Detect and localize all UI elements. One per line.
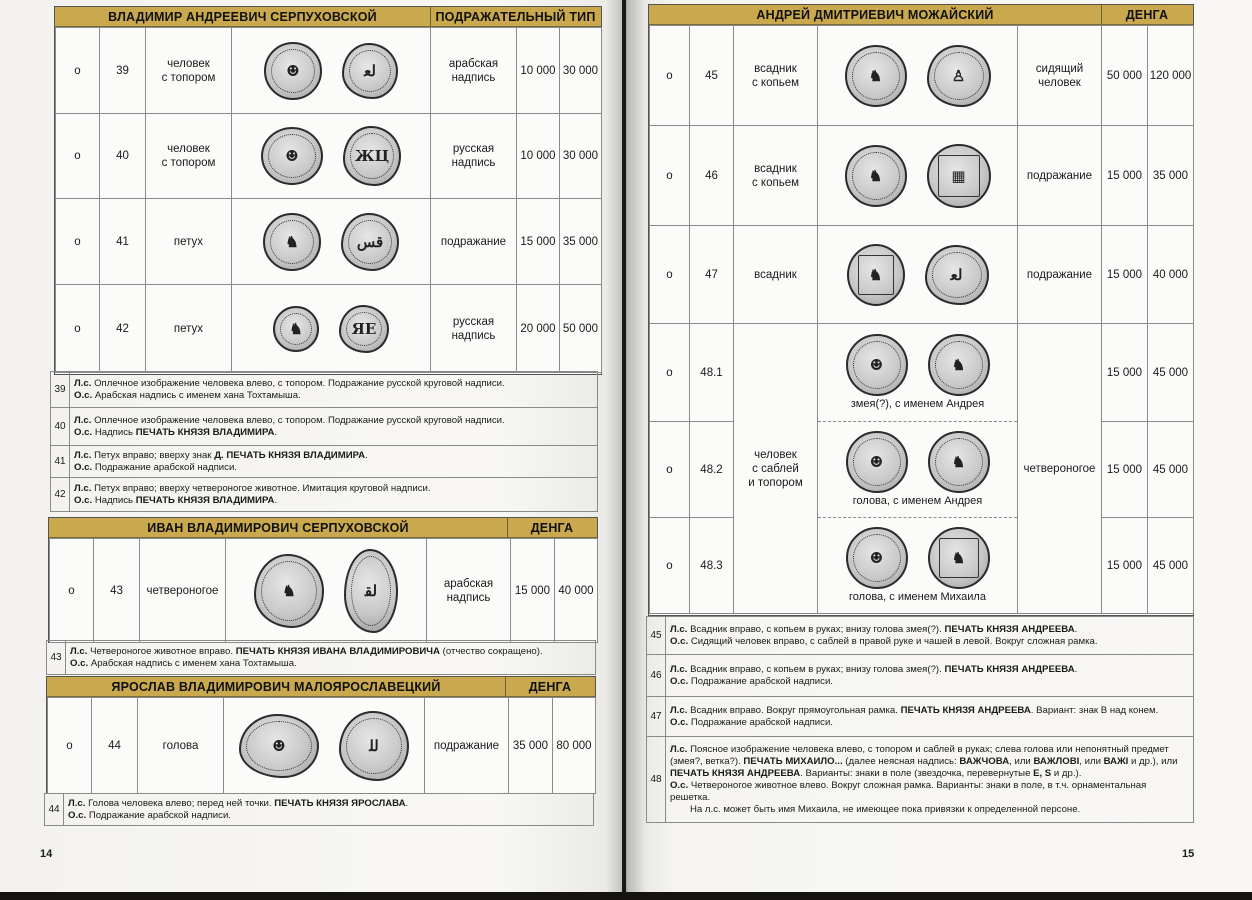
coin-obverse-image: [846, 431, 908, 493]
reverse-label: О.с.: [68, 809, 87, 821]
text-end: .: [274, 494, 278, 506]
coin-reverse-image: [342, 43, 398, 99]
coin-obverse-image: [847, 244, 905, 306]
description-number: 39: [51, 372, 70, 408]
description-text: [666, 617, 1194, 655]
description-text: [666, 697, 1194, 737]
note-text: На л.с. может быть имя Михаила, не имеющее пока привязки к определенной персоне.: [690, 803, 1081, 815]
obverse-text: и др.).: [1051, 767, 1082, 779]
reverse-label: О.с.: [74, 461, 93, 473]
legend-text: ПЕЧАТЬ КНЯЗЯ ИВАНА ВЛАДИМИРОВИЧА: [235, 645, 440, 657]
catalog-number: 42: [100, 285, 146, 373]
reverse-text: Подражание арабской надписи.: [690, 675, 833, 687]
header-divider: [1101, 5, 1102, 25]
description-number: 45: [647, 617, 666, 655]
text-end: (отчество сокращено).: [439, 645, 543, 657]
price-1: 10 000: [517, 28, 560, 114]
legend-text: ПЕЧАТЬ КНЯЗЯ АНДРЕЕВА: [670, 767, 801, 779]
coin-table: [55, 27, 602, 373]
coin-type-label: ПОДРАЖАТЕЛЬНЫЙ ТИП: [435, 10, 596, 24]
legend-text: ПЕЧАТЬ КНЯЗЯ ВЛАДИМИРА: [135, 426, 275, 438]
description-number: 41: [51, 446, 70, 478]
rarity: о: [56, 285, 100, 373]
obverse-type: всадник: [734, 226, 818, 324]
coin-images: [224, 698, 425, 794]
rarity: о: [650, 26, 690, 126]
price-2: 30 000: [560, 114, 602, 199]
obverse-type: человек с топором: [146, 28, 232, 114]
description-number: 46: [647, 655, 666, 697]
description-row: [51, 446, 598, 478]
obverse-text: Всадник вправо, с копьем в руках; внизу голова змея(?).: [690, 663, 945, 675]
coin-reverse-image: [341, 213, 399, 271]
rarity: о: [56, 114, 100, 199]
obverse-text: Оплечное изображение человека влево, с топором. Подражание русской круговой надписи.: [94, 414, 505, 426]
reverse-label: О.с.: [74, 426, 93, 438]
table-row: [56, 28, 602, 114]
reverse-type: подражание: [431, 199, 517, 285]
legend-text: ПЕЧАТЬ МИХАИЛО...: [743, 755, 843, 767]
catalog-number: 48.2: [690, 422, 734, 518]
descriptions-table: [46, 640, 596, 675]
reverse-text: Подражание арабской надписи.: [94, 461, 237, 473]
obverse-text: , или: [1009, 755, 1034, 767]
table-row: [50, 539, 598, 643]
price-2: 45 000: [1148, 324, 1194, 422]
description-row: [51, 372, 598, 408]
obverse-type: человек с саблей и топором: [734, 324, 818, 614]
rarity: о: [50, 539, 94, 643]
price-1: 10 000: [517, 114, 560, 199]
text-end: .: [405, 797, 409, 809]
price-1: 20 000: [517, 285, 560, 373]
coin-images: [226, 539, 427, 643]
coin-images: [818, 324, 1018, 422]
coin-reverse-image: [928, 334, 990, 396]
obverse-text: , или: [1079, 755, 1104, 767]
coin-reverse-image: [343, 126, 401, 186]
obverse-label: Л.с.: [70, 645, 88, 657]
price-1: 15 000: [1102, 518, 1148, 614]
table-row: [56, 114, 602, 199]
coin-images: [232, 199, 431, 285]
coin-caption: голова, с именем Андрея: [852, 495, 983, 507]
obverse-text: Четвероногое животное вправо.: [90, 645, 236, 657]
obverse-label: Л.с.: [670, 663, 688, 675]
legend-text: ПЕЧАТЬ КНЯЗЯ ВЛАДИМИРА: [135, 494, 275, 506]
reverse-label: О.с.: [74, 389, 93, 401]
price-1: 15 000: [517, 199, 560, 285]
obverse-text: Всадник вправо. Вокруг прямоугольная рамка.: [690, 704, 901, 716]
reverse-label: О.с.: [670, 716, 689, 728]
obverse-type: всадник с копьем: [734, 126, 818, 226]
rarity: о: [650, 126, 690, 226]
reverse-label: О.с.: [670, 635, 689, 647]
obverse-type: петух: [146, 285, 232, 373]
rarity: о: [650, 518, 690, 614]
coin-reverse-image: [339, 711, 409, 781]
text-end: .: [1074, 623, 1078, 635]
catalog-number: 44: [92, 698, 138, 794]
coin-images: [818, 226, 1018, 324]
rarity: о: [650, 422, 690, 518]
bottom-edge: [0, 892, 1252, 900]
coin-obverse-image: [254, 554, 324, 628]
description-text: [70, 446, 598, 478]
legend-text: ВАЖЛОВІ: [1033, 755, 1080, 767]
reverse-text: Подражание арабской надписи.: [690, 716, 833, 728]
description-text: [70, 408, 598, 446]
coin-caption: голова, с именем Михаила: [849, 591, 986, 603]
legend-text: ПЕЧАТЬ КНЯЗЯ АНДРЕЕВА: [900, 704, 1031, 716]
coin-images: [818, 26, 1018, 126]
description-text: [64, 794, 594, 826]
legend-text: Е, Ѕ: [1033, 767, 1052, 779]
description-number: 43: [47, 641, 66, 675]
coin-reverse-image: [928, 431, 990, 493]
text-end: .: [365, 449, 368, 461]
reverse-type: четвероногое: [1018, 324, 1102, 614]
price-1: 15 000: [1102, 226, 1148, 324]
coin-table: [649, 25, 1194, 614]
obverse-label: Л.с.: [670, 623, 688, 635]
obverse-type: человек с топором: [146, 114, 232, 199]
reverse-type: арабская надпись: [427, 539, 511, 643]
price-2: 45 000: [1148, 422, 1194, 518]
rarity: о: [650, 324, 690, 422]
price-2: 35 000: [560, 199, 602, 285]
description-number: 40: [51, 408, 70, 446]
reverse-label: О.с.: [74, 494, 93, 506]
description-text: [666, 737, 1194, 823]
text-end: . Вариант: знак В над конем.: [1030, 704, 1159, 716]
legend-text: ПЕЧАТЬ КНЯЗЯ АНДРЕЕВА: [944, 663, 1075, 675]
description-row: [647, 697, 1194, 737]
section-vladimir-andreevich: [54, 6, 602, 375]
description-row: [47, 641, 596, 675]
section-ivan-vladimirovich: [48, 517, 598, 643]
price-1: 15 000: [1102, 126, 1148, 226]
table-row: [650, 126, 1194, 226]
legend-text: ПЕЧАТЬ КНЯЗЯ АНДРЕЕВА: [944, 623, 1075, 635]
obverse-text: Поясное изображение человека влево, с топором и саблей в руках; слева голова или непонятный предмет (змея?, ветка?).: [670, 743, 1169, 767]
reverse-text: Надпись: [94, 426, 136, 438]
description-text: [666, 655, 1194, 697]
obverse-label: Л.с.: [74, 414, 92, 426]
description-text: [70, 372, 598, 408]
reverse-text: Четвероногое животное влево. Вокруг сложная рамка. Варианты: знаки в поле, в т.ч. орнаментальная решетка.: [670, 779, 1147, 803]
reverse-label: О.с.: [670, 675, 689, 687]
description-number: 42: [51, 478, 70, 512]
obverse-label: Л.с.: [74, 449, 92, 461]
coin-images: [818, 126, 1018, 226]
coin-obverse-image: [264, 42, 322, 100]
text-end: .: [274, 426, 278, 438]
descriptions-table: [50, 371, 598, 512]
obverse-text: (далее неясная надпись:: [842, 755, 960, 767]
catalog-number: 45: [690, 26, 734, 126]
price-1: 15 000: [1102, 422, 1148, 518]
obverse-label: Л.с.: [74, 482, 92, 494]
coin-reverse-image: [927, 144, 991, 208]
reverse-type: подражание: [1018, 226, 1102, 324]
table-row: [48, 698, 596, 794]
obverse-type: всадник с копьем: [734, 26, 818, 126]
coin-obverse-image: [845, 45, 907, 107]
legend-text: ВАЖЧОВА: [959, 755, 1010, 767]
obverse-text: Петух вправо; вверху знак: [94, 449, 215, 461]
section-title: ЯРОСЛАВ ВЛАДИМИРОВИЧ МАЛОЯРОСЛАВЕЦКИЙ: [111, 680, 441, 694]
obverse-text: Петух вправо; вверху четвероногое животное. Имитация круговой надписи.: [94, 482, 431, 494]
coin-type-label: ДЕНГА: [1125, 8, 1169, 22]
description-number: 44: [45, 794, 64, 826]
obverse-type: голова: [138, 698, 224, 794]
catalog-number: 43: [94, 539, 140, 643]
obverse-text: Оплечное изображение человека влево, с топором. Подражание русской круговой надписи.: [94, 377, 505, 389]
table-row: [56, 199, 602, 285]
descriptions-table: [44, 793, 594, 826]
page-number-left: 14: [40, 848, 53, 860]
coin-type-label: ДЕНГА: [530, 521, 574, 535]
description-row: [45, 794, 594, 826]
obverse-label: Л.с.: [74, 377, 92, 389]
obverse-type: петух: [146, 199, 232, 285]
legend-text: ПЕЧАТЬ КНЯЗЯ ЯРОСЛАВА: [274, 797, 406, 809]
catalog-number: 48.3: [690, 518, 734, 614]
rarity: о: [56, 199, 100, 285]
coin-images: [232, 285, 431, 373]
rarity: о: [48, 698, 92, 794]
coin-images: [818, 518, 1018, 614]
catalog-number: 46: [690, 126, 734, 226]
reverse-type: сидящий человек: [1018, 26, 1102, 126]
price-2: 35 000: [1148, 126, 1194, 226]
description-row: [647, 617, 1194, 655]
coin-obverse-image: [273, 306, 319, 352]
legend-text: ВАЖІ: [1103, 755, 1129, 767]
coin-obverse-image: [846, 334, 908, 396]
price-2: 30 000: [560, 28, 602, 114]
coin-images: [818, 422, 1018, 518]
reverse-type: русская надпись: [431, 285, 517, 373]
description-row: [51, 478, 598, 512]
price-1: 15 000: [1102, 324, 1148, 422]
section-title: ВЛАДИМИР АНДРЕЕВИЧ СЕРПУХОВСКОЙ: [108, 10, 377, 24]
table-row: [650, 26, 1194, 126]
coin-caption: змея(?), с именем Андрея: [850, 398, 985, 410]
price-2: 120 000: [1148, 26, 1194, 126]
description-number: 47: [647, 697, 666, 737]
price-2: 40 000: [555, 539, 598, 643]
table-row: [650, 422, 1194, 518]
coin-obverse-image: [845, 145, 907, 207]
rarity: о: [650, 226, 690, 324]
page-number-right: 15: [1182, 848, 1195, 860]
coin-obverse-image: [263, 213, 321, 271]
reverse-text: Арабская надпись с именем хана Тохтамыша.: [90, 657, 297, 669]
table-row: [650, 324, 1194, 422]
coin-reverse-image: [928, 527, 990, 589]
price-2: 40 000: [1148, 226, 1194, 324]
catalog-number: 48.1: [690, 324, 734, 422]
price-1: 50 000: [1102, 26, 1148, 126]
coin-type-label: ДЕНГА: [528, 680, 572, 694]
book-gutter: [606, 0, 646, 892]
description-text: [66, 641, 596, 675]
catalog-number: 47: [690, 226, 734, 324]
obverse-label: Л.с.: [670, 704, 688, 716]
text-end: .: [1074, 663, 1078, 675]
coin-obverse-image: [846, 527, 908, 589]
header-divider: [505, 677, 506, 697]
price-1: 35 000: [509, 698, 553, 794]
coin-reverse-image: [927, 45, 991, 107]
coin-images: [232, 114, 431, 199]
table-row: [650, 226, 1194, 324]
catalog-number: 41: [100, 199, 146, 285]
reverse-label: О.с.: [70, 657, 89, 669]
section-yaroslav-vladimirovich: [46, 676, 596, 794]
reverse-text: Подражание арабской надписи.: [88, 809, 231, 821]
coin-reverse-image: [344, 549, 398, 633]
obverse-text: и др.), или: [1128, 755, 1178, 767]
section-title: ИВАН ВЛАДИМИРОВИЧ СЕРПУХОВСКОЙ: [147, 521, 409, 535]
reverse-type: подражание: [425, 698, 509, 794]
catalog-number: 40: [100, 114, 146, 199]
coin-reverse-image: [925, 245, 989, 305]
table-row: [650, 518, 1194, 614]
obverse-label: Л.с.: [68, 797, 86, 809]
reverse-type: русская надпись: [431, 114, 517, 199]
reverse-text: Сидящий человек вправо, с саблей в правой руке и чашей в левой. Вокруг сложная рамка.: [690, 635, 1098, 647]
coin-obverse-image: [239, 714, 319, 778]
coin-table: [47, 697, 596, 794]
description-row: [647, 655, 1194, 697]
obverse-text: Всадник вправо, с копьем в руках; внизу голова змея(?).: [690, 623, 945, 635]
price-2: 50 000: [560, 285, 602, 373]
obverse-type: четвероногое: [140, 539, 226, 643]
description-row: [647, 737, 1194, 823]
header-divider: [507, 518, 508, 538]
reverse-label: О.с.: [670, 779, 689, 791]
description-row: [51, 408, 598, 446]
price-2: 80 000: [553, 698, 596, 794]
price-1: 15 000: [511, 539, 555, 643]
reverse-type: арабская надпись: [431, 28, 517, 114]
obverse-label: Л.с.: [670, 743, 688, 755]
header-divider: [430, 7, 431, 27]
rarity: о: [56, 28, 100, 114]
coin-obverse-image: [261, 127, 323, 185]
reverse-text: Арабская надпись с именем хана Тохтамыша.: [94, 389, 301, 401]
legend-text: Д. ПЕЧАТЬ КНЯЗЯ ВЛАДИМИРА: [214, 449, 366, 461]
reverse-text: Надпись: [94, 494, 136, 506]
section-andrei-dmitrievich: [648, 4, 1194, 616]
catalog-number: 39: [100, 28, 146, 114]
reverse-type: подражание: [1018, 126, 1102, 226]
table-row: [56, 285, 602, 373]
coin-images: [232, 28, 431, 114]
description-text: [70, 478, 598, 512]
price-2: 45 000: [1148, 518, 1194, 614]
section-title: АНДРЕЙ ДМИТРИЕВИЧ МОЖАЙСКИЙ: [756, 8, 994, 22]
description-number: 48: [647, 737, 666, 823]
coin-table: [49, 538, 598, 643]
obverse-text: . Варианты: знаки в поле (звездочка, перевернутые: [800, 767, 1034, 779]
obverse-text: Голова человека влево; перед ней точки.: [88, 797, 275, 809]
coin-reverse-image: [339, 305, 389, 353]
descriptions-table: [646, 616, 1194, 823]
